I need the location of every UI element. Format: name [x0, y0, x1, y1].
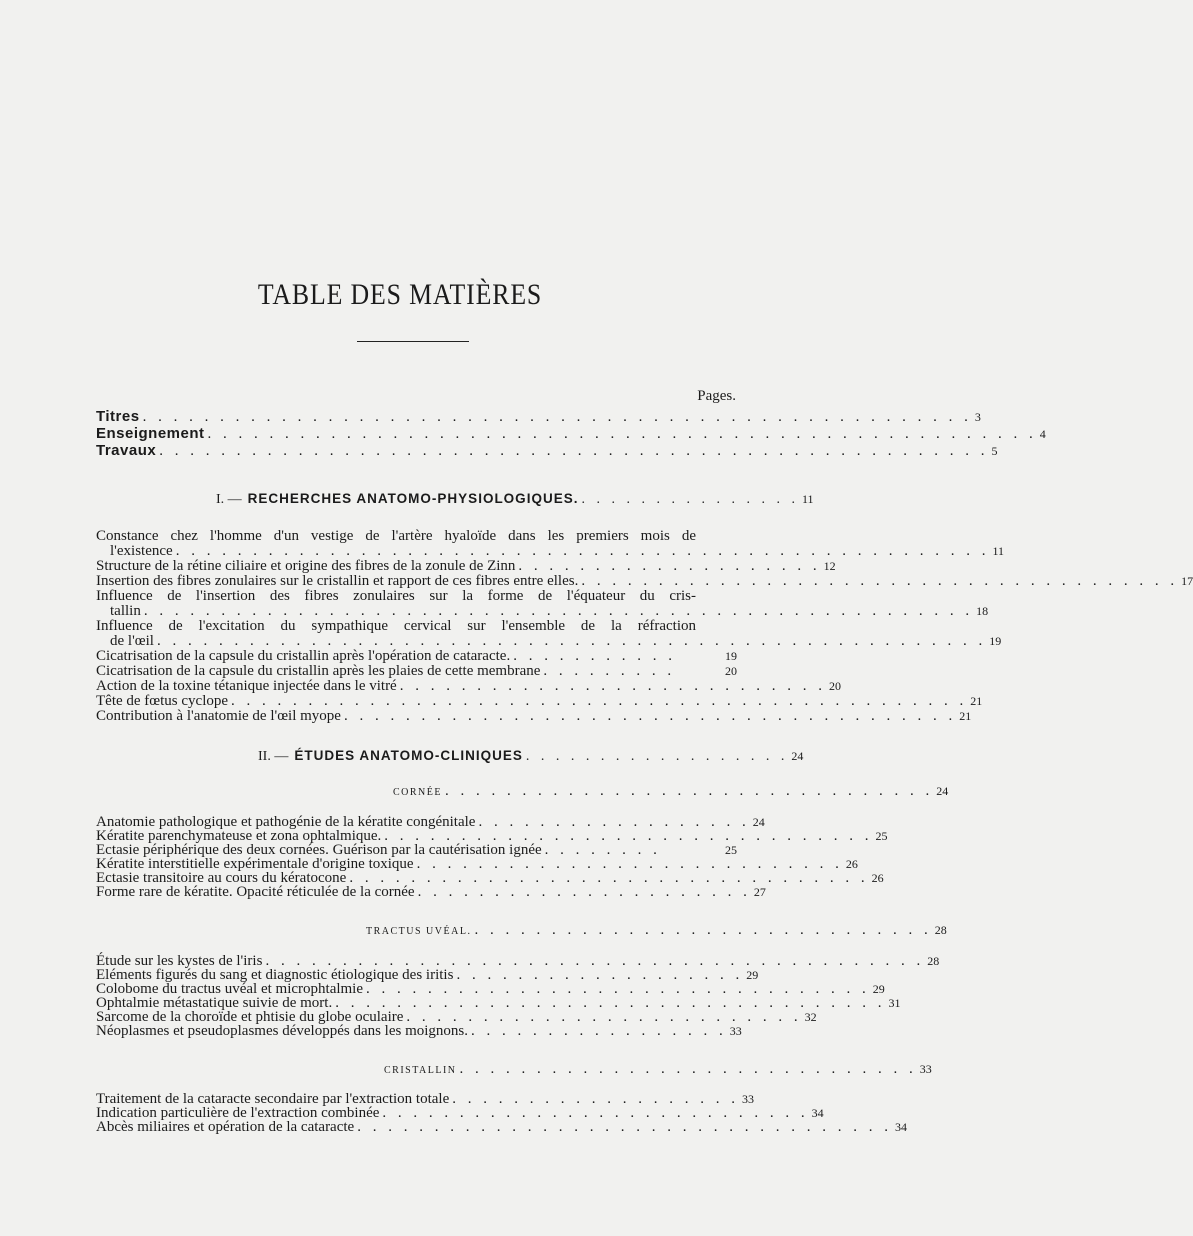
leader-dots: . . . . . . . . . . . . . . . . . . . . . . . . . . . . . . . . . . . . . . . . . . . . . . . . . . . . . . [207, 426, 1037, 442]
entry-label: tallin [110, 603, 141, 619]
entry-label: Ophtalmie métastatique suivie de mort. [96, 995, 333, 1011]
section-title: RECHERCHES ANATOMO-PHYSIOLOGIQUES. [247, 491, 579, 506]
leader-dots: . . . . . . . . . . . . . . . . . . [478, 814, 750, 830]
entry-page: 25 [875, 829, 888, 843]
entry-page: 33 [729, 1024, 742, 1038]
leader-dots: . . . . . . . . . . . . . . . . . . . . . . . . . . . . . . . . . [366, 981, 870, 997]
entry-page: 17 [1181, 574, 1193, 588]
entry-label: Action de la toxine tétanique injectée dans le vitré [96, 678, 397, 694]
entry-page: 12 [823, 559, 836, 573]
leader-dots: . . . . . . . . . . . . . . . . . . [525, 749, 789, 764]
toc-entry-line2[interactable] [110, 543, 1004, 559]
entry-page: 29 [746, 968, 759, 982]
entry-label: Travaux [96, 442, 157, 459]
subsection-title: CRISTALLIN [384, 1065, 457, 1076]
leader-dots: . . . . . . . . . . . . . . . . . . . . . . . . . . . . . . . . . . . . . . . . . . . . . . . . . . . . . . [156, 633, 987, 649]
entry-label: Anatomie pathologique et pathogénie de la kératite congénitale [96, 814, 476, 830]
title-rule [357, 341, 469, 342]
toc-entry-line1[interactable]: Constance chez l'homme d'un vestige de l'artère hyaloïde dans les premiers mois de [96, 528, 696, 544]
subsection-page: 24 [936, 784, 949, 798]
section-number: II. — [258, 749, 289, 764]
leader-dots: . . . . . . . . . . . . . . . . . . . . . . . . . . . . . . . . . . [349, 870, 869, 886]
entry-page: 4 [1039, 427, 1046, 441]
entry-label: Titres [96, 408, 140, 425]
entry-label: de l'œil [110, 633, 154, 649]
section-page: 11 [801, 492, 814, 506]
entry-page: 19 [989, 634, 1002, 648]
entry-label: Ectasie transitoire au cours du kératocone [96, 870, 347, 886]
toc-entry[interactable] [96, 678, 841, 694]
toc-entry[interactable] [96, 664, 737, 679]
section-heading-1[interactable] [216, 491, 814, 507]
entry-page: 11 [992, 544, 1004, 558]
leader-dots: . . . . . . . . [544, 842, 661, 858]
leader-dots: . . . . . . . . . . . . . . . . . . . . . . . . . . . . [399, 678, 826, 694]
entry-page: 32 [804, 1010, 817, 1024]
entry-label: Forme rare de kératite. Opacité réticulée de la cornée [96, 884, 415, 900]
entry-label: Kératite parenchymateuse et zona ophtalmique. [96, 828, 382, 844]
entry-label: Cicatrisation de la capsule du cristallin après les plaies de cette membrane [96, 663, 541, 679]
entry-label: Insertion des fibres zonulaires sur le cristallin et rapport de ces fibres entre elles. [96, 573, 579, 589]
section-title: ÉTUDES ANATOMO-CLINIQUES [294, 748, 523, 763]
leader-dots: . . . . . . . . . . . . . . . . . . . . . . . . . . . . [416, 856, 843, 872]
entry-label: Sarcome de la choroïde et phtisie du globe oculaire [96, 1009, 404, 1025]
entry-page: 28 [927, 954, 940, 968]
entry-label: l'existence [110, 543, 173, 559]
entry-label: Enseignement [96, 425, 205, 442]
toc-entry-line2[interactable] [110, 633, 1002, 649]
entry-page: 34 [811, 1106, 824, 1120]
entry-page: 26 [871, 871, 884, 885]
subsection-heading-cristallin[interactable] [384, 1061, 932, 1077]
subsection-title: TRACTUS UVÉAL. [366, 926, 472, 937]
entry-label: Structure de la rétine ciliaire et origine des fibres de la zonule de Zinn [96, 558, 516, 574]
toc-entry-line1[interactable]: Influence de l'insertion des fibres zonulaires sur la forme de l'équateur du cris- [96, 588, 696, 604]
leader-dots: . . . . . . . . . . . . . . . . . . . . . . . . . . . . . . . . [384, 828, 873, 844]
entry-label: Abcès miliaires et opération de la cataracte [96, 1119, 355, 1135]
leader-dots: . . . . . . . . . . . . . . . . . . . . [518, 558, 821, 574]
entry-page: 34 [894, 1120, 907, 1134]
entry-page: 19 [725, 649, 737, 663]
entry-label: Indication particulière de l'extraction combinée [96, 1105, 380, 1121]
entry-page: 3 [974, 410, 981, 424]
leader-dots: . . . . . . . . . . . . . . . . . . . . . . . . . . . . . . . . . . . . [335, 995, 886, 1011]
entry-page: 21 [970, 694, 983, 708]
leader-dots: . . . . . . . . . . . . . . . . . . . . . . . . . . [406, 1009, 802, 1025]
entry-label: Eléments figurés du sang et diagnostic étiologique des iritis [96, 967, 454, 983]
toc-entry[interactable] [96, 884, 766, 900]
leader-dots: . . . . . . . . . . . . . . . . . . . . . . . . . . . . . . . . . . . [357, 1119, 892, 1135]
subsection-heading-tractus[interactable] [366, 922, 947, 938]
toc-entry-line2[interactable] [110, 603, 989, 619]
leader-dots: . . . . . . . . . . . . . . . [581, 492, 799, 507]
subsection-title: CORNÉE [393, 787, 442, 798]
toc-entry[interactable] [96, 558, 836, 574]
entry-page: 33 [741, 1092, 754, 1106]
entry-label: Ectasie périphérique des deux cornées. Guérison par la cautérisation ignée [96, 842, 542, 858]
entry-page: 21 [959, 709, 972, 723]
leader-dots: . . . . . . . . . . . . . . . . . . . . . . . . . . . . . . [459, 1061, 917, 1077]
entry-page: 20 [828, 679, 841, 693]
section-heading-2[interactable] [258, 748, 804, 764]
toc-entry-travaux[interactable] [96, 442, 998, 459]
leader-dots: . . . . . . . . . . . . . . . . . . . . . . . . . . . . . . . . . . . . . . . . . . . . . . . . . . . . . [175, 543, 990, 559]
entry-page: 31 [888, 996, 901, 1010]
leader-dots: . . . . . . . . . . . . . . . . . . . . . . . . . . . . . . . . . . . . . . . . . . . [265, 953, 925, 969]
leader-dots: . . . . . . . . . . . . . . . . . . . . . . . . . . . . . . . . . . . . . . . . . . . . . . . . [231, 693, 968, 709]
toc-entry[interactable] [96, 649, 737, 664]
leader-dots: . . . . . . . . . . . . . . . . . . . . . . . . . . . . . . . . . . . . . . . . . . . . . . . . . . . . . . [143, 603, 974, 619]
leader-dots: . . . . . . . . . . . . . . . . . . . . . . . . . . . . . . . . . . . . . . . . . . . . . . . . . . . . . . [159, 443, 989, 459]
toc-entry-line1[interactable]: Influence de l'excitation du sympathique cervical sur l'ensemble de la réfraction [96, 618, 696, 634]
entry-page: 5 [991, 444, 998, 458]
section-page: 24 [791, 749, 804, 763]
pages-column-header: Pages. [697, 388, 736, 404]
toc-entry[interactable] [96, 708, 972, 724]
entry-page: 18 [976, 604, 989, 618]
leader-dots: . . . . . . . . . . . . . . . . . . . . . . . . . . . . . . . . . . . . . . . . . . . . . . . . . . . . . . [142, 409, 972, 425]
entry-label: Étude sur les kystes de l'iris [96, 953, 263, 969]
entry-label: Colobome du tractus uvéal et microphtalmie [96, 981, 364, 997]
toc-entry-titres[interactable] [96, 408, 981, 425]
leader-dots: . . . . . . . . . . . [513, 648, 676, 664]
subsection-page: 33 [919, 1062, 932, 1076]
leader-dots: . . . . . . . . . . . . . . . . . . . [456, 967, 744, 983]
entry-page: 25 [725, 843, 737, 857]
entry-page: 24 [752, 815, 765, 829]
toc-entry[interactable] [96, 1119, 907, 1135]
leader-dots: . . . . . . . . . [543, 663, 676, 679]
entry-page: 27 [753, 885, 766, 899]
entry-page: 20 [725, 664, 737, 678]
entry-label: Tête de fœtus cyclope [96, 693, 229, 709]
subsection-page: 28 [934, 923, 947, 937]
leader-dots: . . . . . . . . . . . . . . . . . . . [452, 1091, 739, 1107]
leader-dots: . . . . . . . . . . . . . . . . . . . . . . . . . . . . . . . . . . . . . . . . [343, 708, 957, 724]
leader-dots: . . . . . . . . . . . . . . . . . . . . . . . . . . . . [382, 1105, 809, 1121]
entry-label: Kératite interstitielle expérimentale d'origine toxique [96, 856, 414, 872]
toc-entry[interactable] [96, 1023, 742, 1039]
entry-label: Contribution à l'anatomie de l'œil myope [96, 708, 341, 724]
toc-entry[interactable] [96, 573, 1193, 589]
leader-dots: . . . . . . . . . . . . . . . . . [471, 1023, 727, 1039]
entry-label: Néoplasmes et pseudoplasmes développés dans les moignons. [96, 1023, 469, 1039]
entry-page: 26 [845, 857, 858, 871]
entry-label: Traitement de la cataracte secondaire par l'extraction totale [96, 1091, 450, 1107]
page-title: TABLE DES MATIÈRES [257, 278, 543, 311]
leader-dots: . . . . . . . . . . . . . . . . . . . . . . . . . . . . . . . . . . . . . . . [581, 573, 1179, 589]
toc-entry[interactable] [96, 693, 983, 709]
section-number: I. — [216, 492, 242, 507]
leader-dots: . . . . . . . . . . . . . . . . . . . . . . [417, 884, 751, 900]
leader-dots: . . . . . . . . . . . . . . . . . . . . . . . . . . . . . . . . [445, 783, 934, 799]
leader-dots: . . . . . . . . . . . . . . . . . . . . . . . . . . . . . . [474, 922, 932, 938]
subsection-heading-cornee[interactable] [393, 783, 949, 799]
entry-label: Cicatrisation de la capsule du cristallin après l'opération de cataracte. [96, 648, 511, 664]
entry-page: 29 [872, 982, 885, 996]
toc-entry-enseignement[interactable] [96, 425, 1046, 442]
